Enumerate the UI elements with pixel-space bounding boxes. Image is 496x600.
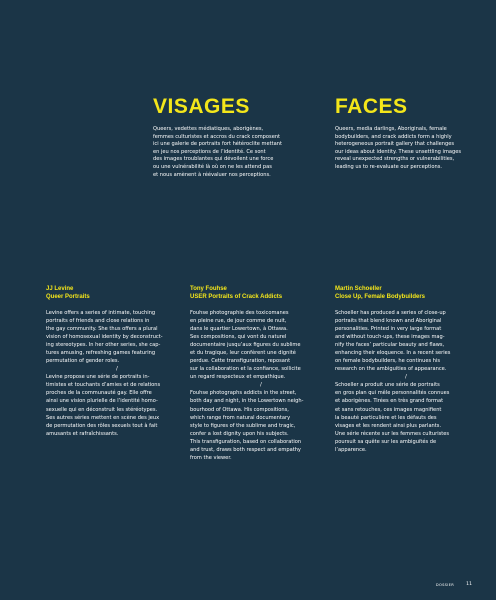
language-separator: /: [260, 382, 262, 389]
artist-text-english: Schoeller has produced a series of close-up portraits that blend known and Aboriginal personalities. Printed in very large format and without touch-ups, these images mag- nify the faces’ particular beauty and flaws, enhancing their eloquence. In a recent series on female bodybuilders, he continues his research on the ambiguities of appearance.: [335, 310, 451, 373]
french-intro: Queers, vedettes médiatiques, aborigènes, femmes culturistes et accros du crack composent ici une galerie de portraits fort hétéroclite mettant en jeu nos perceptions de l’identité. Ce sont des images troublantes qui dévoilent une force ou une vulnérabilité là où on ne les attend pas et nous amènent à réévaluer nos perceptions.: [153, 126, 282, 178]
series-title: Close Up, Female Bodybuilders: [335, 294, 426, 300]
series-title: USER Portraits of Crack Addicts: [190, 294, 283, 300]
artist-name: Tony Fouhse: [190, 286, 227, 292]
english-title: FACES: [335, 95, 408, 118]
artist-column-schoeller: [335, 285, 487, 454]
footer-section-label: DOSSIER: [435, 583, 454, 587]
language-separator: /: [116, 366, 118, 373]
french-title: VISAGES: [153, 95, 250, 118]
artist-name: Martin Schoeller: [335, 286, 382, 292]
artist-text-english: Levine offers a series of intimate, touching portraits of friends and close relations in the gay community. She thus offers a plural vision of homosexual identity by deconstruct- ing stereotypes. In her other series, she cap- tures amusing, refreshing games featuring permutation of gender roles.: [46, 310, 163, 365]
artist-column-levine: [46, 285, 198, 438]
language-separator: /: [405, 374, 407, 381]
artist-text-french: Levine propose une série de portraits in- timistes et touchants d’amies et de relations proches de la communauté gay. Elle offre ainsi une vision plurielle de l’identité homo- sexuelle qui en déconstruit les stéréotypes. Ses autres séries mettent en scène des jeux de permutation des rôles sexuels tout à fait amusants et rafraîchissants.: [46, 374, 161, 437]
artist-text-french: Fouhse photographie des toxicomanes en pleine rue, de jour comme de nuit, dans le quartier Lowertown, à Ottawa. Ses compositions, qui vont du naturel documentaire jusqu’aux figures du sublime et du tragique, leur confèrent une dignité perdue. Cette transfiguration, reposant sur la collaboration et la confiance, sollicite un regard respecteux et empathique.: [190, 310, 301, 381]
artist-text-french: Schoeller a produit une série de portraits en gros plan qui mêle personnalités connues et aborigènes. Tirées en très grand format et sans retouches, ces images magnifient la beauté particulière et les défauts des visages et les rendent ainsi plus parlants. Une série récente sur les femmes culturistes poursuit sa quête sur les ambiguïtés de l’apparence.: [335, 382, 450, 453]
page-number: 11: [466, 582, 472, 587]
artist-text-english: Fouhse photographs addicts in the street, both day and night, in the Lowertown neigh- bourhood of Ottawa. His compositions, which range from natural documentary style to figures of the sublime and tragic, confer a lost dignity upon his subjects. This transfiguration, based on collaboration and trust, draws both respect and empathy from the viewer.: [190, 390, 304, 461]
english-intro: Queers, media darlings, Aboriginals, female bodybuilders, and crack addicts form a highly heterogeneous portrait gallery that challenges our ideas about identity. These unsettling images reveal unexpected strengths or vulnerabilities, leading us to re-evaluate our perceptions.: [335, 126, 462, 170]
series-title: Queer Portraits: [46, 294, 90, 300]
artist-column-fouhse: [190, 285, 342, 462]
artist-name: JJ Levine: [46, 286, 74, 292]
